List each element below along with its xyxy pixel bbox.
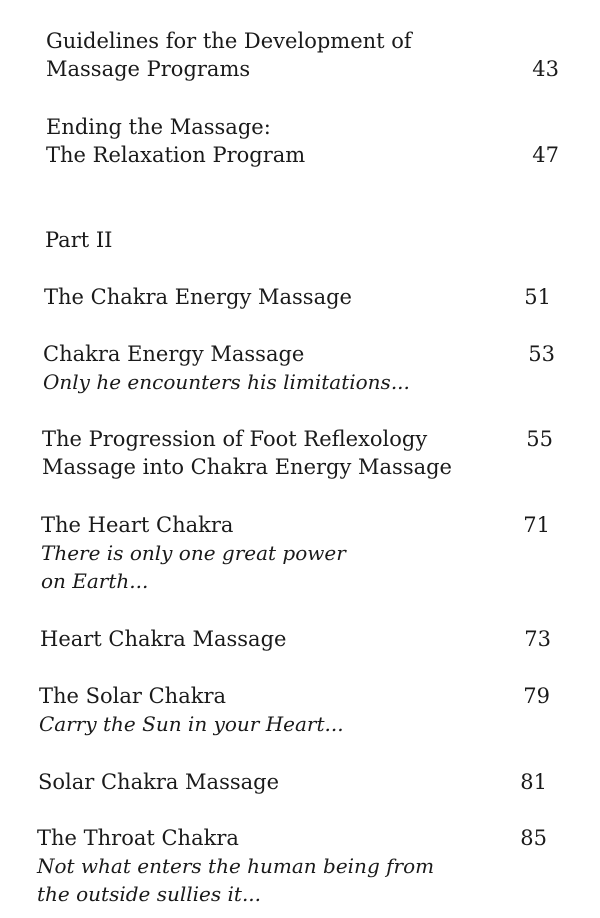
toc-entry xyxy=(37,824,557,908)
toc-entry-title: Solar Chakra Massage xyxy=(38,770,280,794)
toc-entry xyxy=(38,768,558,796)
toc-entry-title: The Throat Chakra xyxy=(37,826,239,850)
toc-entry-title: The Chakra Energy Massage xyxy=(44,285,352,309)
toc-entry-title: The Progression of Foot Reflexology xyxy=(42,427,428,451)
toc-entry-title: Ending the Massage: xyxy=(46,115,271,139)
toc-page-number: 43 xyxy=(532,57,559,81)
toc-entry xyxy=(39,682,559,738)
toc-entry-title: Massage into Chakra Energy Massage xyxy=(42,455,452,479)
toc-page-number: 47 xyxy=(532,143,559,167)
toc-page-number: 71 xyxy=(523,513,550,537)
toc-entry xyxy=(42,425,562,481)
toc-entry xyxy=(43,340,563,396)
toc-entry xyxy=(41,511,561,595)
toc-entry xyxy=(46,27,566,83)
toc-entry-epigraph: the outside sullies it... xyxy=(37,882,262,906)
toc-entry xyxy=(46,113,566,169)
toc-entry-epigraph: There is only one great power xyxy=(41,541,346,565)
toc-page-number: 73 xyxy=(524,627,551,651)
toc-page-number: 81 xyxy=(520,770,547,794)
toc-page-number: 55 xyxy=(526,427,553,451)
toc-entry-epigraph: Only he encounters his limitations... xyxy=(43,370,410,394)
toc-entry xyxy=(40,625,560,653)
toc-page-number: 53 xyxy=(528,342,555,366)
toc-page-number: 51 xyxy=(524,285,551,309)
toc-entry xyxy=(44,283,564,311)
toc-page-number: 85 xyxy=(520,826,547,850)
toc-page-number: 79 xyxy=(523,684,550,708)
toc-entry-epigraph: on Earth... xyxy=(41,569,149,593)
toc-entry-title: The Solar Chakra xyxy=(39,684,227,708)
toc-entry-title: Chakra Energy Massage xyxy=(43,342,305,366)
part-heading: Part II xyxy=(45,228,113,252)
toc-entry-epigraph: Not what enters the human being from xyxy=(37,854,435,878)
toc-entry-title: Massage Programs xyxy=(46,57,251,81)
toc-entry-epigraph: Carry the Sun in your Heart... xyxy=(39,712,344,736)
toc-entry-title: Heart Chakra Massage xyxy=(40,627,287,651)
toc-entry-title: The Heart Chakra xyxy=(41,513,234,537)
toc-entry-title: Guidelines for the Development of xyxy=(46,29,412,53)
toc-entry-title: The Relaxation Program xyxy=(46,143,306,167)
